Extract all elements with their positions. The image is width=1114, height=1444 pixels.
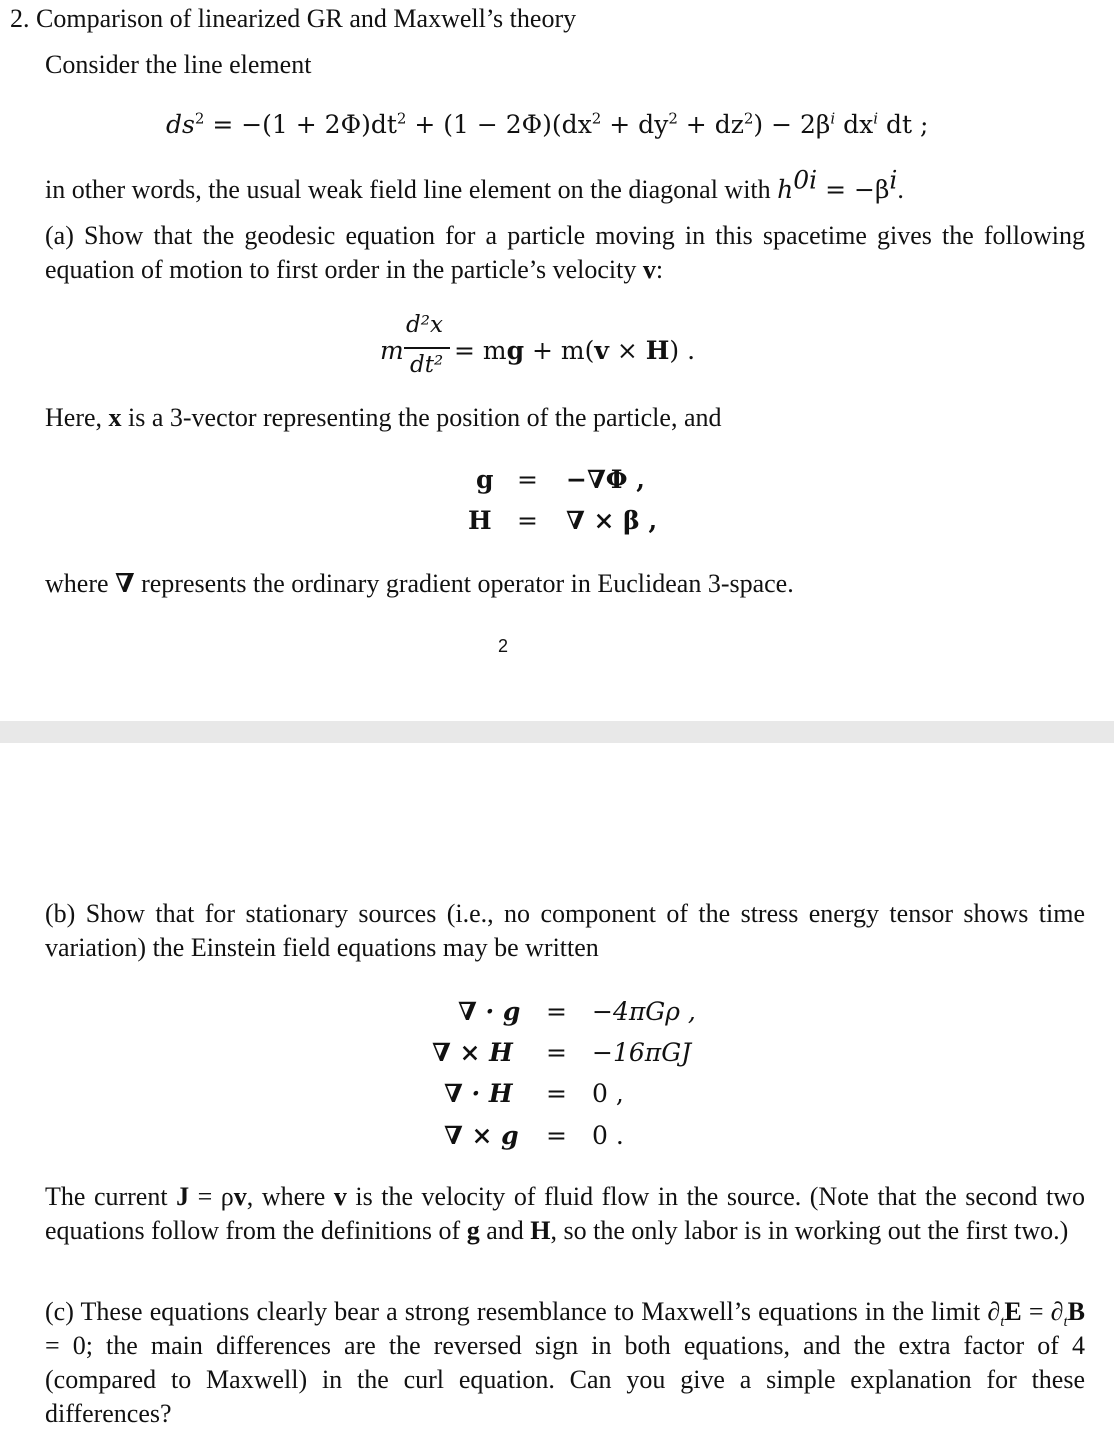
def-g-lhs: g bbox=[476, 465, 494, 494]
fraction-bar bbox=[404, 347, 450, 349]
fraction-numerator: d²x bbox=[406, 312, 443, 338]
field-eq-4-rhs: 0 . bbox=[592, 1121, 624, 1150]
line-element-equation: $ds^2 = -(1 + 2\Phi)dt^2 + (1 - 2\Phi)(dx^2 + dy^2 + dz^2) - 2\beta^i$ $dx^i$ dt ; bbox=[166, 109, 929, 139]
field-eq-4-lhs: ∇ × g bbox=[444, 1121, 519, 1150]
problem-heading: 2. Comparison of linearized GR and Maxwell’s theory bbox=[10, 4, 577, 33]
field-eq-3-lhs: ∇ · H bbox=[444, 1079, 513, 1108]
def-H-lhs: H bbox=[468, 506, 492, 535]
field-eq-3-rhs: 0 , bbox=[592, 1079, 624, 1108]
fraction-denominator: dt² bbox=[410, 352, 444, 378]
part-a-text: (a) Show that the geodesic equation for a particle moving in this spacetime gives the following equation of motion to first order in the particle’s velocity v: bbox=[45, 221, 1085, 284]
field-eq-2-lhs: ∇ × H bbox=[432, 1038, 513, 1067]
page-separator bbox=[0, 721, 1114, 743]
part-b-text: (b) Show that for stationary sources (i.e., no component of the stress energy tensor shows time variation) the Einstein field equations may be written bbox=[45, 899, 1085, 962]
intro-text: Consider the line element bbox=[45, 50, 312, 79]
field-eq-1-lhs: ∇ · g bbox=[458, 997, 521, 1026]
part-c-text: (c) These equations clearly bear a strong resemblance to Maxwell’s equations in the limit $\partial_tE = \partial_tB = 0$; the main differences are the reversed sign in both equations, and the extra factor of 4 (compared to Maxwell) in the curl equation. Can you give a simple explanation for these differences? bbox=[45, 1297, 1085, 1428]
def-g-rhs: −∇Φ , bbox=[566, 465, 645, 494]
page-number: 2 bbox=[498, 636, 509, 656]
def-H-rhs: ∇ × β , bbox=[566, 506, 658, 535]
field-eq-2-rhs: −16πGJ bbox=[592, 1038, 692, 1067]
current-paragraph: The current J = ρv, where v is the velocity of fluid flow in the source. (Note that the second two equations follow from the definitions of g and H, so the only labor is in working out the first two.) bbox=[45, 1182, 1086, 1245]
here-text: Here, x is a 3-vector representing the position of the particle, and bbox=[45, 403, 722, 432]
where-nabla-text: where ∇ represents the ordinary gradient operator in Euclidean 3-space. bbox=[45, 569, 794, 598]
field-eq-1-rhs: −4πGρ , bbox=[592, 997, 696, 1026]
weak-field-note: in other words, the usual weak field line element on the diagonal with $h^{0i} = -\beta^i$. bbox=[45, 165, 904, 204]
